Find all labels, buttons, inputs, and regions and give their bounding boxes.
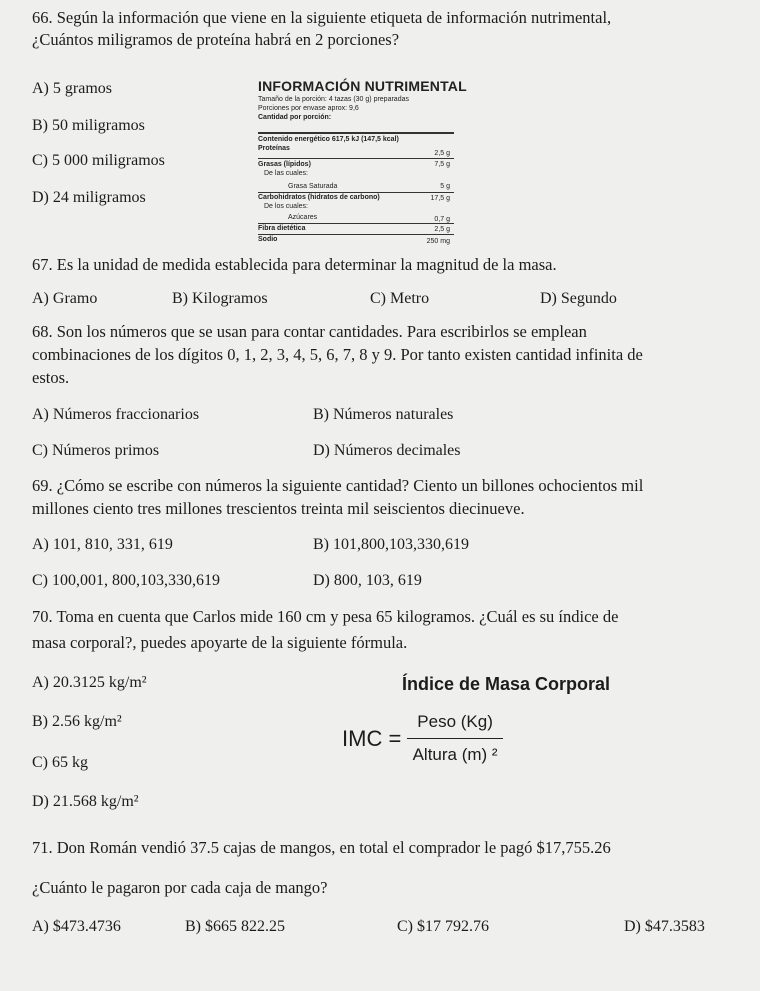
q71-option-b[interactable]: B) $665 822.25 [185, 918, 285, 935]
q71-option-a[interactable]: A) $473.4736 [32, 918, 121, 935]
bmi-formula-denominator: Altura (m) ² [412, 745, 498, 764]
nutrition-label-amount: Cantidad por porción: [258, 114, 332, 121]
nutrition-label-serving-size: Tamaño de la porción: 4 tazas (30 g) preparadas [258, 96, 409, 103]
nutrition-label-servings: Porciones por envase aprox: 9,6 [258, 105, 359, 112]
q66-option-d[interactable]: D) 24 miligramos [32, 189, 146, 206]
nutrition-divider [258, 132, 454, 134]
q69-option-d[interactable]: D) 800, 103, 619 [313, 572, 422, 589]
q68-option-b[interactable]: B) Números naturales [313, 406, 454, 423]
nutrition-row-saturated: Grasa Saturada [288, 183, 338, 190]
nutrition-row-sugars: Azúcares [288, 214, 318, 221]
nutrition-row-protein: Proteínas [258, 145, 290, 152]
nutrition-divider [258, 192, 454, 193]
nutrition-label-title: INFORMACIÓN NUTRIMENTAL [258, 78, 467, 94]
nutrition-row-of-which-carbs: De los cuales: [264, 203, 308, 210]
q66-text-line1: 66. Según la información que viene en la siguiente etiqueta de información nutrimental, [32, 8, 612, 27]
q69-option-a[interactable]: A) 101, 810, 331, 619 [32, 536, 173, 553]
q70-text-line2: masa corporal?, puedes apoyarte de la siguiente fórmula. [32, 633, 408, 652]
q69-text-line2: millones ciento tres millones trescientos treinta mil seiscientos diecinueve. [32, 499, 525, 518]
q71-text-line1: 71. Don Román vendió 37.5 cajas de mangos, en total el comprador le pagó $17,755.26 [32, 838, 611, 857]
q69-text-line1: 69. ¿Cómo se escribe con números la siguiente cantidad? Ciento un billones ochocientos mil [32, 476, 644, 495]
nutrition-value-protein: 2,5 g [434, 150, 450, 157]
nutrition-value-fat: 7,5 g [434, 161, 450, 168]
nutrition-value-fiber: 2,5 g [434, 226, 450, 233]
q66-option-c[interactable]: C) 5 000 miligramos [32, 152, 165, 169]
nutrition-row-of-which-fat: De las cuales: [264, 170, 308, 177]
bmi-formula-numerator: Peso (Kg) [407, 712, 503, 739]
q68-option-d[interactable]: D) Números decimales [313, 442, 461, 459]
nutrition-label [258, 78, 470, 250]
bmi-formula-title: Índice de Masa Corporal [402, 674, 611, 694]
nutrition-value-saturated: 5 g [440, 183, 450, 190]
q69-option-c[interactable]: C) 100,001, 800,103,330,619 [32, 572, 220, 589]
q66-option-a[interactable]: A) 5 gramos [32, 80, 112, 97]
q67-option-d[interactable]: D) Segundo [540, 290, 617, 307]
nutrition-divider [258, 223, 454, 224]
bmi-formula-fraction [407, 712, 503, 765]
q70-text-line1: 70. Toma en cuenta que Carlos mide 160 cm y pesa 65 kilogramos. ¿Cuál es su índice de [32, 607, 619, 626]
q70-option-d[interactable]: D) 21.568 kg/m² [32, 793, 139, 810]
nutrition-row-sodium: Sodio [258, 236, 278, 243]
nutrition-row-carbs: Carbohidratos (hidratos de carbono) [258, 194, 380, 201]
q69-option-b[interactable]: B) 101,800,103,330,619 [313, 536, 469, 553]
q68-option-c[interactable]: C) Números primos [32, 442, 160, 459]
q70-option-c[interactable]: C) 65 kg [32, 754, 88, 771]
nutrition-row-energy: Contenido energético 617,5 kJ (147,5 kcal) [258, 136, 399, 143]
nutrition-divider [258, 158, 454, 159]
q66-text-line2: ¿Cuántos miligramos de proteína habrá en 2 porciones? [32, 30, 400, 49]
nutrition-value-sugars: 0,7 g [434, 216, 450, 223]
q68-option-a[interactable]: A) Números fraccionarios [32, 406, 200, 423]
q67-option-a[interactable]: A) Gramo [32, 290, 98, 307]
nutrition-row-fat: Grasas (lípidos) [258, 161, 311, 168]
q68-text-line3: estos. [32, 368, 70, 387]
q67-text: 67. Es la unidad de medida establecida para determinar la magnitud de la masa. [32, 255, 557, 274]
q66-option-b[interactable]: B) 50 miligramos [32, 117, 145, 134]
bmi-formula [342, 712, 503, 765]
q67-option-c[interactable]: C) Metro [370, 290, 430, 307]
q68-text-line2: combinaciones de los dígitos 0, 1, 2, 3, 4, 5, 6, 7, 8 y 9. Por tanto existen cantidad infinita de [32, 345, 643, 364]
q71-text-line2: ¿Cuánto le pagaron por cada caja de mango? [32, 878, 328, 897]
q71-option-c[interactable]: C) $17 792.76 [397, 918, 489, 935]
nutrition-value-sodium: 250 mg [426, 238, 450, 245]
nutrition-row-fiber: Fibra dietética [258, 225, 306, 232]
q67-option-b[interactable]: B) Kilogramos [172, 290, 268, 307]
q70-option-b[interactable]: B) 2.56 kg/m² [32, 713, 122, 730]
nutrition-divider [258, 234, 454, 235]
q70-option-a[interactable]: A) 20.3125 kg/m² [32, 674, 147, 691]
bmi-formula-lhs: IMC = [342, 725, 402, 751]
q71-option-d[interactable]: D) $47.3583 [624, 918, 705, 935]
nutrition-value-carbs: 17,5 g [430, 195, 450, 202]
q68-text-line1: 68. Son los números que se usan para contar cantidades. Para escribirlos se emplean [32, 322, 587, 341]
